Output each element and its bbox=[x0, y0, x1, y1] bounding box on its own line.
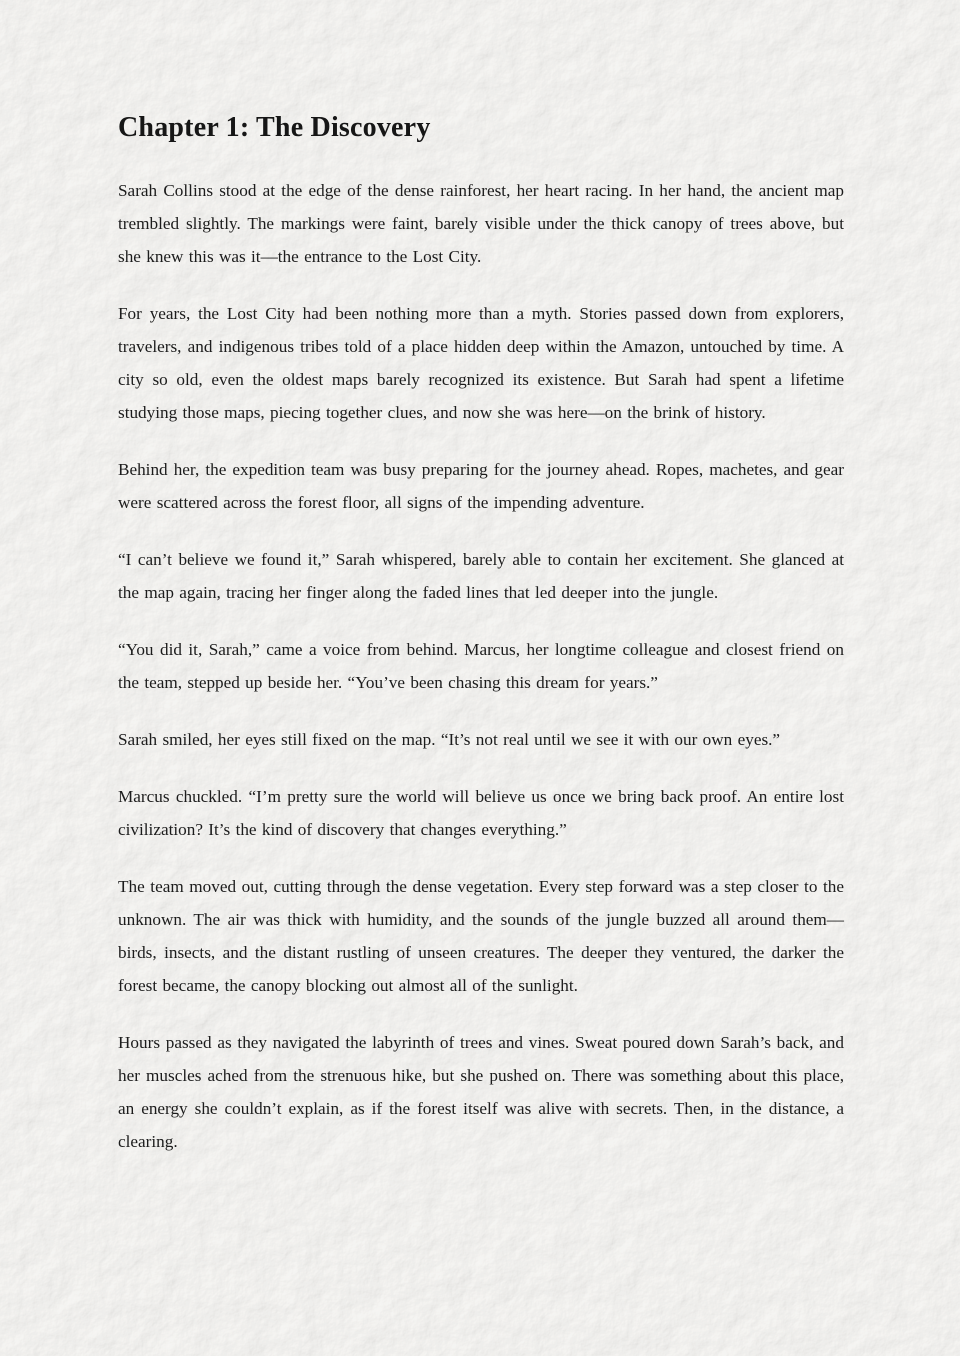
chapter-page bbox=[118, 112, 844, 1182]
chapter-body bbox=[118, 174, 844, 1158]
paragraph: The team moved out, cutting through the dense vegetation. Every step forward was a step closer to the unknown. The air was thick with humidity, and the sounds of the jungle buzzed all around them—birds, insects, and the distant rustling of unseen creatures. The deeper they ventured, the darker the forest became, the canopy blocking out almost all of the sunlight. bbox=[118, 877, 844, 995]
chapter-title: Chapter 1: The Discovery bbox=[118, 112, 431, 143]
paragraph: “I can’t believe we found it,” Sarah whispered, barely able to contain her excitement. She glanced at the map again, tracing her finger along the faded lines that led deeper into the jungle. bbox=[118, 550, 844, 602]
paragraph: For years, the Lost City had been nothing more than a myth. Stories passed down from explorers, travelers, and indigenous tribes told of a place hidden deep within the Amazon, untouched by time. A city so old, even the oldest maps barely recognized its existence. But Sarah had spent a lifetime studying those maps, piecing together clues, and now she was here—on the brink of history. bbox=[118, 304, 844, 422]
paragraph: Hours passed as they navigated the labyrinth of trees and vines. Sweat poured down Sarah’s back, and her muscles ached from the strenuous hike, but she pushed on. There was something about this place, an energy she couldn’t explain, as if the forest itself was alive with secrets. Then, in the distance, a clearing. bbox=[118, 1033, 844, 1151]
paragraph: Sarah smiled, her eyes still fixed on the map. “It’s not real until we see it with our own eyes.” bbox=[118, 730, 781, 749]
paragraph: Sarah Collins stood at the edge of the dense rainforest, her heart racing. In her hand, the ancient map trembled slightly. The markings were faint, barely visible under the thick canopy of trees above, but she knew this was it—the entrance to the Lost City. bbox=[118, 181, 844, 266]
paragraph: “You did it, Sarah,” came a voice from behind. Marcus, her longtime colleague and closest friend on the team, stepped up beside her. “You’ve been chasing this dream for years.” bbox=[118, 640, 844, 692]
paragraph: Marcus chuckled. “I’m pretty sure the world will believe us once we bring back proof. An entire lost civilization? It’s the kind of discovery that changes everything.” bbox=[118, 787, 844, 839]
paragraph: Behind her, the expedition team was busy preparing for the journey ahead. Ropes, machetes, and gear were scattered across the forest floor, all signs of the impending adventure. bbox=[118, 460, 844, 512]
